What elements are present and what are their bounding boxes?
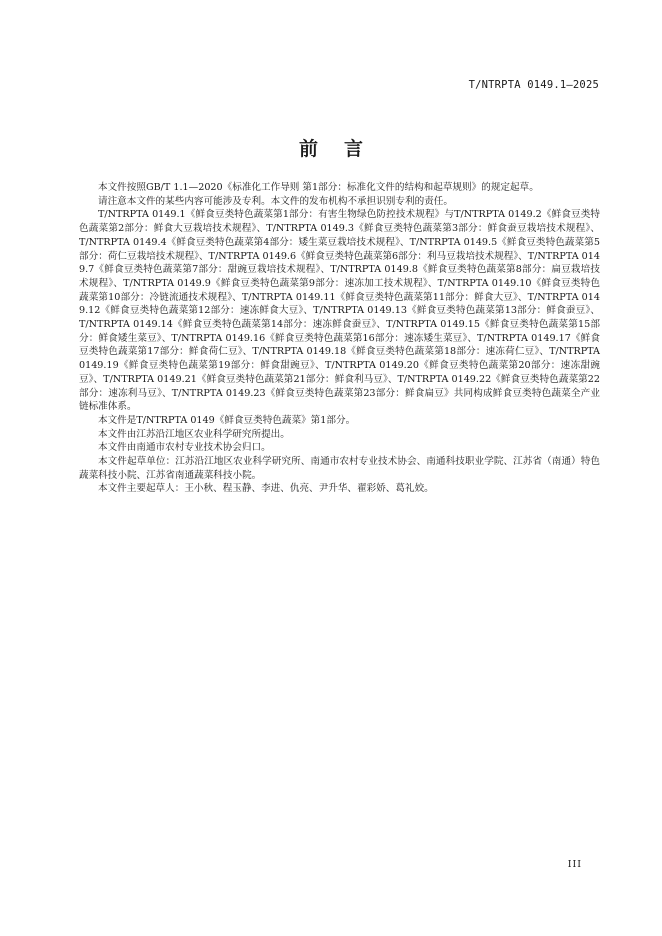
paragraph-proposer: 本文件由江苏沿江地区农业科学研究所提出。: [98, 428, 290, 440]
page-title: 前言: [298, 138, 389, 160]
paragraph-part-statement: 本文件是T/NTRPTA 0149《鲜食豆类特色蔬菜》第1部分。: [98, 414, 356, 426]
paragraph-drafting-rules: 本文件按照GB/T 1.1—2020《标准化工作导则 第1部分：标准化文件的结构和起草规则》的规定起草。: [98, 182, 539, 193]
paragraph-patent-notice: 请注意本文件的某些内容可能涉及专利。本文件的发布机构不承担识别专利的责任。: [98, 195, 453, 207]
paragraph-drafters: 本文件主要起草人：王小秋、程玉静、李进、仇亮、尹升华、翟彩娇、葛礼姣。: [98, 483, 434, 495]
page-number: III: [567, 859, 582, 870]
paragraph-standard-series: T/NTRPTA 0149.1《鲜食豆类特色蔬菜第1部分：有害生物绿色防控技术规程》与T/NTRPTA 0149.2《鲜食豆类特色蔬菜第2部分：鲜食大豆栽培技术规程》、T/NTRPTA 0149.3《鲜食豆类特色蔬菜第3部分：鲜食蚕豆栽培技术规程》、T/NTRPTA 0149.4《鲜食豆类特色蔬菜第4部分：矮生菜豆栽培技术规程》、T/NTRPTA 0149.5《鲜食豆类特色蔬菜第5部分：荷仁豆栽培技术规程》、T/NTRPTA 0149.6《鲜食豆类特色蔬菜第6部分：利马豆栽培技术规程》、T/NTRPTA 0149.7《鲜食豆类特色蔬菜第7部分：甜豌豆栽培技术规程》、T/NTRPTA 0149.8《鲜食豆类特色蔬菜第8部分：扁豆栽培技术规程》、T/NTRPTA 0149.9《鲜食豆类特色蔬菜第9部分：速冻加工技术规程》、T/NTRPTA 0149.10《鲜食豆类特色蔬菜第10部分：冷链流通技术规程》、T/NTRPTA 0149.11《鲜食豆类特色蔬菜第11部分：鲜食大豆》、T/NTRPTA 0149.12《鲜食豆类特色蔬菜第12部分：速冻鲜食大豆》、T/NTRPTA 0149.13《鲜食豆类特色蔬菜第13部分：鲜食蚕豆》、T/NTRPTA 0149.14《鲜食豆类特色蔬菜第14部分：速冻鲜食蚕豆》、T/NTRPTA 0149.15《鲜食豆类特色蔬菜第15部分：鲜食矮生菜豆》、T/NTRPTA 0149.16《鲜食豆类特色蔬菜第16部分：速冻矮生菜豆》、T/NTRPTA 0149.17《鲜食豆类特色蔬菜第17部分：鲜食荷仁豆》、T/NTRPTA 0149.18《鲜食豆类特色蔬菜第18部分：速冻荷仁豆》、T/NTRPTA 0149.19《鲜食豆类特色蔬菜第19部分：鲜食甜豌豆》、T/NTRPTA 0149.20《鲜食豆类特色蔬菜第20部分：速冻甜豌豆》、T/NTRPTA 0149.21《鲜食豆类特色蔬菜第21部分：鲜食利马豆》、T/NTRPTA 0149.22《鲜食豆类特色蔬菜第22部分：速冻利马豆》、T/NTRPTA 0149.23《鲜食豆类特色蔬菜第23部分：鲜食扁豆》共同构成鲜食豆类特色蔬菜全产业链标准体系。: [79, 209, 600, 413]
document-code: T/NTRPTA 0149.1—2025: [468, 79, 599, 91]
paragraph-administrator: 本文件由南通市农村专业技术协会归口。: [98, 442, 271, 454]
paragraph-drafting-units: 本文件起草单位：江苏沿江地区农业科学研究所、南通市农村专业技术协会、南通科技职业学院、江苏省（南通）特色蔬菜科技小院、江苏省南通蔬菜科技小院。: [79, 456, 600, 481]
foreword-body: [79, 181, 600, 496]
